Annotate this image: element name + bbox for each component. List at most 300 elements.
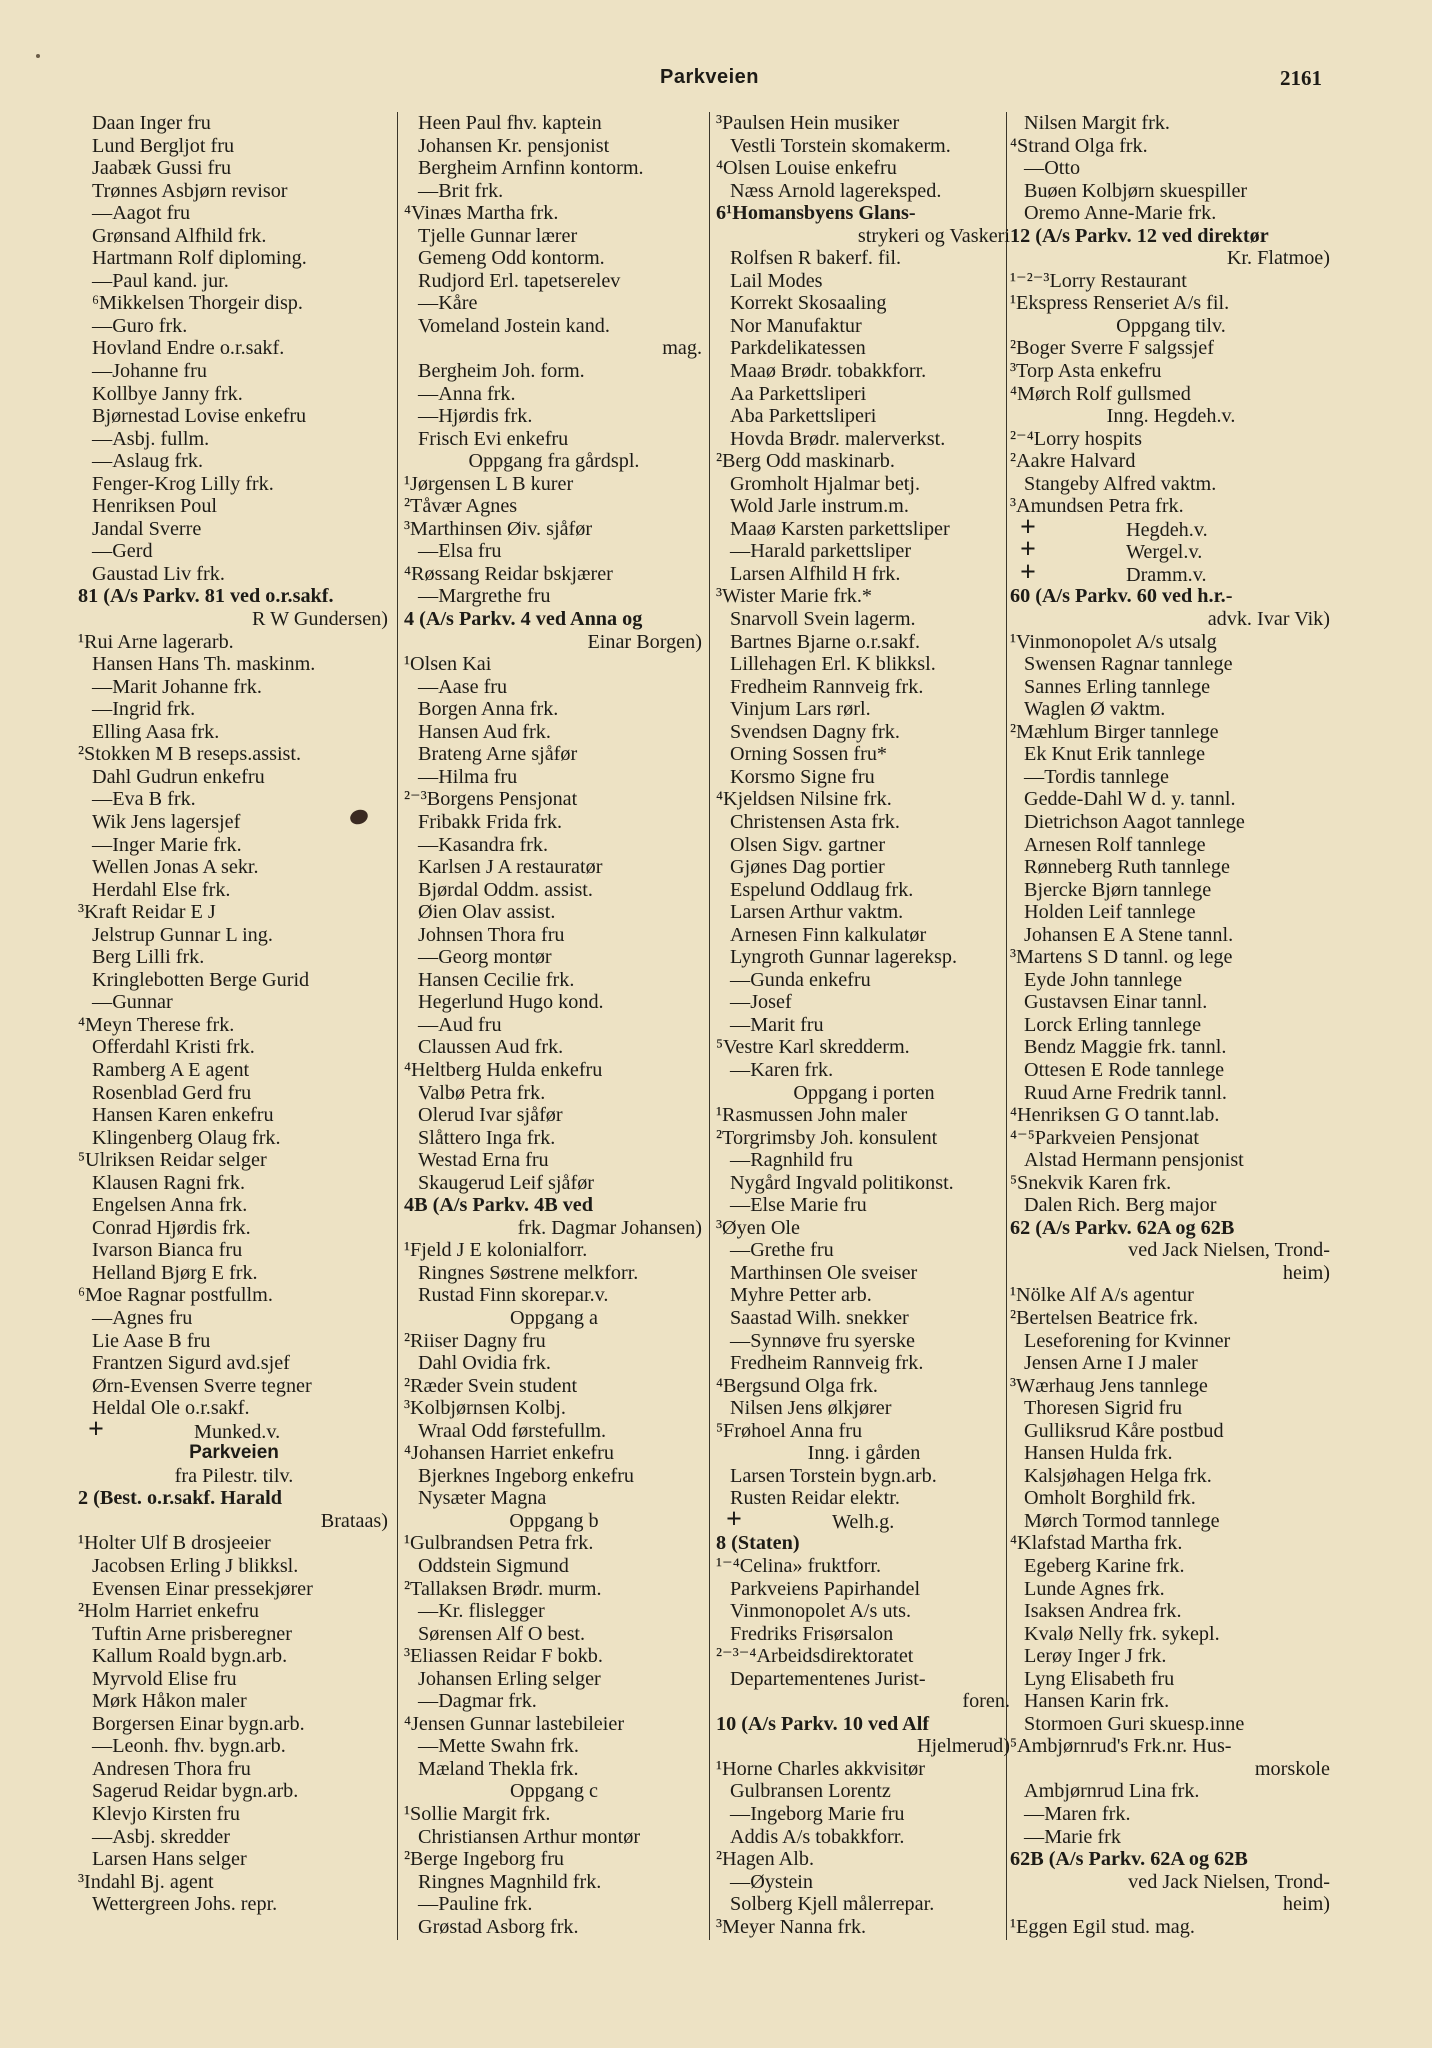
directory-column-4	[1010, 112, 1332, 1938]
directory-entry: ⁵Vestre Karl skredderm.	[716, 1036, 910, 1059]
directory-entry: ¹⁻²⁻³Lorry Restaurant	[1010, 269, 1187, 292]
directory-entry: Marthinsen Ole sveiser	[730, 1261, 918, 1284]
directory-entry: ²Stokken M B reseps.assist.	[78, 743, 302, 766]
directory-entry: Øien Olav assist.	[418, 901, 556, 924]
paper-speck	[36, 54, 40, 58]
directory-entry: Maaø Brødr. tobakkforr.	[730, 360, 927, 383]
directory-entry: Larsen Arthur vaktm.	[730, 901, 904, 924]
directory-entry: Borgen Anna frk.	[418, 698, 559, 721]
directory-entry: Hansen Hulda frk.	[1024, 1442, 1173, 1465]
directory-entry: Alstad Hermann pensjonist	[1024, 1149, 1244, 1172]
directory-entry: Oddstein Sigmund	[418, 1555, 569, 1577]
directory-entry: Bjørdal Oddm. assist.	[418, 878, 593, 901]
directory-entry: ⁴Olsen Louise enkefru	[716, 157, 897, 180]
entry-continuation: Brataas)	[320, 1509, 388, 1532]
directory-entry: ¹Vinmonopolet A/s utsalg	[1010, 630, 1217, 653]
building-entry: 6¹Homansbyens Glans-	[716, 202, 916, 225]
directory-entry: Bergheim Arnfinn kontorm.	[418, 157, 644, 180]
directory-entry: ⁴Røssang Reidar bskjærer	[404, 562, 613, 585]
page-header	[0, 62, 1432, 102]
entrance-label: Oppgang b	[509, 1509, 599, 1532]
directory-entry: Stangeby Alfred vaktm.	[1024, 472, 1217, 495]
directory-entry: ²Mæhlum Birger tannlege	[1010, 720, 1219, 743]
directory-entry: Wellen Jonas A sekr.	[92, 856, 259, 879]
directory-entry: ⁴Bergsund Olga frk.	[716, 1374, 878, 1397]
directory-entry: Gulliksrud Kåre postbud	[1024, 1419, 1224, 1442]
crossing-plus-icon: +	[88, 1413, 104, 1445]
directory-entry: Hansen Aud frk.	[418, 720, 551, 743]
directory-entry: —Aud fru	[418, 1013, 502, 1036]
directory-entry: Snarvoll Svein lagerm.	[730, 608, 916, 631]
directory-entry: ²Boger Sverre F salgssjef	[1010, 337, 1214, 360]
directory-entry: Valbø Petra frk.	[418, 1081, 546, 1104]
directory-entry: ¹Jørgensen L B kurer	[404, 472, 574, 495]
directory-entry: ⁴Vinæs Martha frk.	[404, 202, 559, 225]
directory-entry: Johansen E A Stene tannl.	[1024, 923, 1234, 946]
directory-entry: Westad Erna fru	[418, 1149, 549, 1172]
directory-entry: Nygård Ingvald politikonst.	[730, 1171, 954, 1194]
directory-entry: Nilsen Jens ølkjører	[730, 1397, 892, 1420]
directory-entry: —Anna frk.	[418, 382, 516, 405]
directory-entry: Dahl Ovidia frk.	[418, 1352, 551, 1375]
directory-entry: ⁴Klafstad Martha frk.	[1010, 1532, 1183, 1555]
directory-entry: —Pauline frk.	[418, 1893, 533, 1916]
directory-entry: ²Berg Odd maskinarb.	[716, 450, 895, 473]
directory-entry: Jelstrup Gunnar L ing.	[92, 923, 273, 946]
directory-entry: Solberg Kjell målerrepar.	[730, 1893, 935, 1916]
directory-entry: Rustad Finn skorepar.v.	[418, 1284, 609, 1307]
directory-entry: Nysæter Magna	[418, 1487, 547, 1510]
building-entry: 4B (A/s Parkv. 4B ved	[404, 1194, 593, 1217]
directory-entry: Lerøy Inger J frk.	[1024, 1645, 1167, 1668]
entrance-label: fra Pilestr. tilv.	[174, 1464, 294, 1487]
directory-entry: Gaustad Liv frk.	[92, 562, 225, 585]
directory-entry: Lund Bergljot fru	[92, 134, 235, 157]
directory-entry: ⁴Kjeldsen Nilsine frk.	[716, 788, 892, 811]
directory-entry: —Gunda enkefru	[730, 968, 871, 991]
entry-continuation: foren.	[962, 1690, 1010, 1713]
entrance-label: Oppgang i porten	[793, 1081, 935, 1104]
directory-entry: Nilsen Margit frk.	[1024, 112, 1170, 134]
directory-entry: Lorck Erling tannlege	[1024, 1013, 1202, 1036]
directory-entry: ⁴Heltberg Hulda enkefru	[404, 1058, 603, 1081]
directory-entry: Jacobsen Erling J blikksl.	[92, 1555, 299, 1577]
entry-continuation: ved Jack Nielsen, Trond-	[1128, 1870, 1330, 1893]
directory-entry: Bjerknes Ingeborg enkefru	[418, 1464, 635, 1487]
directory-entry: —Karen frk.	[730, 1058, 834, 1081]
directory-entry: Olsen Sigv. gartner	[730, 833, 886, 856]
directory-entry: Bjercke Bjørn tannlege	[1024, 878, 1212, 901]
directory-entry: ²⁻³⁻⁴Arbeidsdirektoratet	[716, 1645, 914, 1668]
directory-entry: ¹Fjeld J E kolonialforr.	[404, 1239, 588, 1262]
directory-entry: Helland Bjørg E frk.	[92, 1261, 258, 1284]
directory-entry: Lail Modes	[730, 269, 823, 292]
directory-entry: —Otto	[1024, 157, 1081, 180]
directory-entry: Evensen Einar pressekjører	[92, 1577, 313, 1600]
directory-entry: Kvalø Nelly frk. sykepl.	[1024, 1622, 1220, 1645]
directory-entry: Berg Lilli frk.	[92, 946, 205, 969]
directory-entry: —Brit frk.	[418, 179, 504, 202]
directory-entry: Bendz Maggie frk. tannl.	[1024, 1036, 1227, 1059]
directory-entry: —Inger Marie frk.	[92, 833, 242, 856]
entry-continuation: Einar Borgen)	[587, 630, 702, 653]
directory-entry: Johnsen Thora fru	[418, 923, 565, 946]
directory-entry: ¹⁻⁴Celina» fruktforr.	[716, 1555, 882, 1577]
directory-entry: ⁵Ulriksen Reidar selger	[78, 1149, 267, 1172]
directory-entry: Rusten Reidar elektr.	[730, 1487, 900, 1510]
directory-entry: Addis A/s tobakkforr.	[730, 1825, 905, 1848]
directory-entry: ³Paulsen Hein musiker	[716, 112, 900, 134]
directory-entry: ¹Sollie Margit frk.	[404, 1803, 551, 1826]
directory-entry: ⁶Moe Ragnar postfullm.	[78, 1284, 273, 1307]
directory-entry: Leseforening for Kvinner	[1024, 1329, 1231, 1352]
directory-entry: ²Tåvær Agnes	[404, 495, 518, 518]
directory-entry: ²Tallaksen Brødr. murm.	[404, 1577, 602, 1600]
directory-entry: ²Ræder Svein student	[404, 1374, 578, 1397]
page-title: Parkveien	[660, 66, 760, 88]
directory-entry: ²Holm Harriet enkefru	[78, 1600, 259, 1623]
directory-column-2	[404, 112, 704, 1938]
directory-entry: Vinmonopolet A/s uts.	[730, 1600, 912, 1623]
directory-entry: Svendsen Dagny frk.	[730, 720, 900, 743]
entrance-label: Inng. Hegdeh.v.	[1106, 405, 1236, 428]
directory-entry: Bjørnestad Lovise enkefru	[92, 405, 307, 428]
directory-entry: Thoresen Sigrid fru	[1024, 1397, 1183, 1420]
building-entry: 10 (A/s Parkv. 10 ved Alf	[716, 1712, 930, 1735]
directory-entry: ¹Olsen Kai	[404, 653, 492, 676]
directory-entry: Jensen Arne I J maler	[1024, 1352, 1198, 1375]
entrance-label: Inng. i gården	[807, 1442, 921, 1465]
directory-entry: Swensen Ragnar tannlege	[1024, 653, 1233, 676]
directory-entry: Gustavsen Einar tannl.	[1024, 991, 1208, 1014]
building-entry: 62 (A/s Parkv. 62A og 62B	[1010, 1216, 1235, 1239]
directory-entry: Larsen Torstein bygn.arb.	[730, 1464, 937, 1487]
directory-entry: —Grethe fru	[730, 1239, 834, 1262]
directory-entry: Brateng Arne sjåfør	[418, 743, 578, 766]
directory-entry: Slåttero Inga frk.	[418, 1126, 556, 1149]
directory-entry: Andresen Thora fru	[92, 1757, 251, 1780]
directory-entry: Isaksen Andrea frk.	[1024, 1600, 1182, 1623]
directory-entry: Parkdelikatessen	[730, 337, 866, 360]
building-entry: 62B (A/s Parkv. 62A og 62B	[1010, 1848, 1248, 1871]
building-entry: 4 (A/s Parkv. 4 ved Anna og	[404, 608, 643, 631]
directory-entry: Oremo Anne-Marie frk.	[1024, 202, 1217, 225]
directory-entry: Johansen Kr. pensjonist	[418, 134, 610, 157]
directory-entry: —Eva B frk.	[92, 788, 196, 811]
directory-entry: ³Eliassen Reidar F bokb.	[404, 1645, 603, 1668]
entry-continuation: advk. Ivar Vik)	[1207, 608, 1330, 631]
directory-entry: Mørk Håkon maler	[92, 1690, 247, 1713]
page-number: 2161	[1280, 66, 1322, 90]
directory-entry: —Gunnar	[92, 991, 173, 1014]
entry-continuation: heim)	[1282, 1893, 1330, 1916]
directory-entry: Frantzen Sigurd avd.sjef	[92, 1352, 290, 1375]
directory-entry: ³Indahl Bj. agent	[78, 1870, 214, 1893]
directory-entry: —Ingrid frk.	[92, 698, 196, 721]
street-crossing: + Dramm.v.	[1010, 563, 1332, 586]
directory-entry: Grønsand Alfhild frk.	[92, 224, 267, 247]
directory-entry: Kollbye Janny frk.	[92, 382, 243, 405]
entry-continuation: mag.	[662, 337, 702, 360]
directory-column-1	[78, 112, 390, 1916]
directory-entry: —Hilma fru	[418, 765, 518, 788]
directory-entry: —Hjørdis frk.	[418, 405, 533, 428]
entrance-label: Oppgang a	[509, 1306, 598, 1329]
directory-entry: Lyngroth Gunnar lagereksp.	[730, 946, 958, 969]
directory-entry: Myrvold Elise fru	[92, 1667, 237, 1690]
directory-entry: Holden Leif tannlege	[1024, 901, 1196, 924]
directory-entry: ³Meyer Nanna frk.	[716, 1915, 867, 1938]
directory-entry: Daan Inger fru	[92, 112, 211, 134]
directory-entry: Ørn-Evensen Sverre tegner	[92, 1374, 312, 1397]
directory-entry: —Asbj. fullm.	[92, 427, 210, 450]
directory-entry: Johansen Erling selger	[418, 1667, 601, 1690]
directory-entry: ⁵Snekvik Karen frk.	[1010, 1171, 1172, 1194]
directory-entry: —Aagot fru	[92, 202, 191, 225]
directory-entry: Vomeland Jostein kand.	[418, 314, 610, 337]
directory-entry: Ivarson Bianca fru	[92, 1239, 243, 1262]
directory-entry: ⁴⁻⁵Parkveien Pensjonat	[1010, 1126, 1200, 1149]
directory-entry: Arnesen Finn kalkulatør	[730, 923, 927, 946]
directory-entry: Saastad Wilh. snekker	[730, 1306, 909, 1329]
directory-entry: Klevjo Kirsten fru	[92, 1803, 241, 1826]
directory-entry: Jandal Sverre	[92, 517, 202, 540]
directory-entry: Jaabæk Gussi fru	[92, 157, 232, 180]
directory-entry: Ramberg A E agent	[92, 1058, 250, 1081]
entry-continuation: frk. Dagmar Johansen)	[517, 1216, 702, 1239]
directory-entry: ³Kraft Reidar E J	[78, 901, 216, 924]
directory-entry: Rønneberg Ruth tannlege	[1024, 856, 1230, 879]
directory-entry: —Mette Swahn frk.	[418, 1735, 579, 1758]
directory-entry: Hovland Endre o.r.sakf.	[92, 337, 285, 360]
directory-entry: —Else Marie fru	[730, 1194, 867, 1217]
directory-entry: Myhre Petter arb.	[730, 1284, 872, 1307]
directory-entry: —Aslaug frk.	[92, 450, 204, 473]
directory-entry: —Kåre	[418, 292, 478, 315]
directory-entry: ³Torp Asta enkefru	[1010, 360, 1162, 383]
directory-entry: ⁶Mikkelsen Thorgeir disp.	[92, 292, 303, 315]
directory-entry: ²Aakre Halvard	[1010, 450, 1136, 473]
directory-entry: ²⁻³Borgens Pensjonat	[404, 788, 578, 811]
directory-entry: Omholt Borghild frk.	[1024, 1487, 1196, 1510]
directory-entry: Hansen Cecilie frk.	[418, 968, 575, 991]
directory-entry: Herdahl Else frk.	[92, 878, 231, 901]
directory-entry: ¹Holter Ulf B drosjeeier	[78, 1532, 271, 1555]
directory-entry: Espelund Oddlaug frk.	[730, 878, 914, 901]
entry-continuation: Kr. Flatmoe)	[1226, 247, 1330, 270]
directory-entry: ¹Rasmussen John maler	[716, 1104, 908, 1127]
directory-entry: ⁴Jensen Gunnar lastebileier	[404, 1712, 625, 1735]
directory-entry: Offerdahl Kristi frk.	[92, 1036, 255, 1059]
directory-entry: ¹Horne Charles akkvisitør	[716, 1757, 926, 1780]
directory-entry: Skaugerud Leif sjåfør	[418, 1171, 595, 1194]
directory-entry: Aba Parkettsliperi	[730, 405, 877, 428]
street-crossing: + Munked.v.	[78, 1420, 390, 1443]
directory-entry: Engelsen Anna frk.	[92, 1194, 248, 1217]
directory-entry: Næss Arnold lagereksped.	[730, 179, 942, 202]
directory-entry: Vinjum Lars rørl.	[730, 698, 871, 721]
directory-entry: —Kr. flislegger	[418, 1600, 545, 1623]
directory-entry: Korrekt Skosaaling	[730, 292, 887, 315]
directory-entry: Tjelle Gunnar lærer	[418, 224, 578, 247]
directory-entry: ⁴Johansen Harriet enkefru	[404, 1442, 614, 1465]
directory-entry: —Elsa fru	[418, 540, 502, 563]
directory-entry: Gedde-Dahl W d. y. tannl.	[1024, 788, 1236, 811]
directory-entry: Dahl Gudrun enkefru	[92, 765, 265, 788]
directory-entry: ²⁻⁴Lorry hospits	[1010, 427, 1142, 450]
crossing-plus-icon: +	[1020, 511, 1036, 543]
directory-entry: Sagerud Reidar bygn.arb.	[92, 1780, 299, 1803]
directory-entry: —Synnøve fru syerske	[730, 1329, 916, 1352]
directory-entry: Hegerlund Hugo kond.	[418, 991, 604, 1014]
directory-entry: Parkveiens Papirhandel	[730, 1577, 921, 1600]
directory-entry: Rudjord Erl. tapetserelev	[418, 269, 621, 292]
directory-entry: —Dagmar frk.	[418, 1690, 537, 1713]
directory-entry: Nor Manufaktur	[730, 314, 862, 337]
crossing-plus-icon: +	[726, 1503, 742, 1535]
directory-entry: Fribakk Frida frk.	[418, 810, 563, 833]
directory-entry: Mæland Thekla frk.	[418, 1757, 579, 1780]
directory-entry: Ambjørnrud Lina frk.	[1024, 1780, 1200, 1803]
entry-continuation: R W Gundersen)	[251, 608, 388, 631]
directory-entry: —Tordis tannlege	[1024, 765, 1169, 788]
entry-continuation: Hjelmerud)	[916, 1735, 1010, 1758]
entrance-label: Oppgang fra gårdspl.	[468, 450, 640, 473]
directory-entry: —Johanne fru	[92, 360, 207, 383]
directory-entry: Fredheim Rannveig frk.	[730, 675, 924, 698]
directory-entry: ⁴Henriksen G O tannt.lab.	[1010, 1104, 1220, 1127]
entry-continuation: strykeri og Vaskeri	[857, 224, 1010, 247]
directory-entry: Ringnes Magnhild frk.	[418, 1870, 602, 1893]
street-crossing: + Welh.g.	[716, 1510, 1012, 1533]
directory-entry: ¹Gulbrandsen Petra frk.	[404, 1532, 594, 1555]
directory-entry: Bartnes Bjarne o.r.sakf.	[730, 630, 921, 653]
directory-entry: Gjønes Dag portier	[730, 856, 885, 879]
directory-entry: —Marit Johanne frk.	[92, 675, 262, 698]
directory-entry: ¹Rui Arne lagerarb.	[78, 630, 234, 653]
directory-column-3	[716, 112, 1012, 1938]
directory-entry: Kalsjøhagen Helga frk.	[1024, 1464, 1212, 1487]
directory-entry: Larsen Hans selger	[92, 1848, 247, 1871]
directory-entry: Rosenblad Gerd fru	[92, 1081, 252, 1104]
entrance-label: Oppgang tilv.	[1116, 314, 1226, 337]
directory-entry: —Harald parkettsliper	[730, 540, 912, 563]
directory-entry: Heldal Ole o.r.sakf.	[92, 1397, 250, 1420]
building-entry: 81 (A/s Parkv. 81 ved o.r.sakf.	[78, 585, 334, 608]
entry-continuation: ved Jack Nielsen, Trond-	[1128, 1239, 1330, 1262]
street-heading: Parkveien	[189, 1442, 279, 1464]
entrance-label: Oppgang c	[509, 1780, 598, 1803]
street-crossing: + Wergel.v.	[1010, 540, 1332, 563]
directory-entry: ⁴Mørch Rolf gullsmed	[1010, 382, 1191, 405]
column-divider	[397, 112, 398, 1940]
directory-entry: ³Kolbjørnsen Kolbj.	[404, 1397, 566, 1420]
directory-entry: Hartmann Rolf diploming.	[92, 247, 307, 270]
directory-entry: Vestli Torstein skomakerm.	[730, 134, 951, 157]
directory-entry: Larsen Alfhild H frk.	[730, 562, 901, 585]
directory-entry: ²Bertelsen Beatrice frk.	[1010, 1306, 1199, 1329]
directory-entry: Grøstad Asborg frk.	[418, 1915, 579, 1938]
directory-entry: —Aase fru	[418, 675, 508, 698]
directory-entry: Fenger-Krog Lilly frk.	[92, 472, 274, 495]
directory-entry: Heen Paul fhv. kaptein	[418, 112, 602, 134]
directory-entry: Christensen Asta frk.	[730, 810, 900, 833]
directory-entry: Maaø Karsten parkettsliper	[730, 517, 950, 540]
directory-entry: ³Wister Marie frk.*	[716, 585, 873, 608]
directory-entry: Kringlebotten Berge Gurid	[92, 968, 310, 991]
directory-entry: Olerud Ivar sjåfør	[418, 1104, 563, 1127]
directory-entry: Ringnes Søstrene melkforr.	[418, 1261, 639, 1284]
directory-entry: —Agnes fru	[92, 1306, 193, 1329]
directory-entry: Wold Jarle instrum.m.	[730, 495, 909, 518]
directory-entry: Frisch Evi enkefru	[418, 427, 569, 450]
directory-entry: —Gerd	[92, 540, 153, 563]
directory-entry: Lillehagen Erl. K blikksl.	[730, 653, 936, 676]
directory-entry: Tuftin Arne prisberegner	[92, 1622, 292, 1645]
directory-entry: Ek Knut Erik tannlege	[1024, 743, 1206, 766]
directory-entry: ⁴Strand Olga frk.	[1010, 134, 1148, 157]
directory-entry: ²Hagen Alb.	[716, 1848, 814, 1871]
directory-entry: Klingenberg Olaug frk.	[92, 1126, 281, 1149]
directory-entry: Klausen Ragni frk.	[92, 1171, 246, 1194]
directory-entry: Mørch Tormod tannlege	[1024, 1509, 1220, 1532]
directory-entry: Conrad Hjørdis frk.	[92, 1216, 251, 1239]
directory-entry: Ottesen E Rode tannlege	[1024, 1058, 1225, 1081]
directory-entry: —Leonh. fhv. bygn.arb.	[92, 1735, 286, 1758]
column-divider	[709, 112, 710, 1940]
directory-entry: ⁵Frøhoel Anna fru	[716, 1419, 863, 1442]
directory-entry: ⁵Ambjørnrud's Frk.nr. Hus-	[1010, 1735, 1232, 1758]
directory-entry: —Josef	[730, 991, 792, 1014]
directory-entry: Fredriks Frisørsalon	[730, 1622, 894, 1645]
directory-entry: Kallum Roald bygn.arb.	[92, 1645, 288, 1668]
directory-entry: —Maren frk.	[1024, 1803, 1131, 1826]
directory-entry: Sørensen Alf O best.	[418, 1622, 586, 1645]
directory-entry: Korsmo Signe fru	[730, 765, 875, 788]
directory-entry: ³Martens S D tannl. og lege	[1010, 946, 1233, 969]
directory-entry: Departementenes Jurist-	[730, 1667, 926, 1690]
directory-entry: ¹Ekspress Renseriet A/s fil.	[1010, 292, 1230, 315]
directory-entry: Borgersen Einar bygn.arb.	[92, 1712, 305, 1735]
building-entry: 8 (Staten)	[716, 1532, 800, 1555]
directory-entry: Waglen Ø vaktm.	[1024, 698, 1166, 721]
directory-entry: Wettergreen Johs. repr.	[92, 1893, 278, 1916]
directory-entry: ³Amundsen Petra frk.	[1010, 495, 1184, 518]
directory-entry: Lunde Agnes frk.	[1024, 1577, 1165, 1600]
directory-entry: Karlsen J A restauratør	[418, 856, 603, 879]
directory-entry: Egeberg Karine frk.	[1024, 1555, 1185, 1577]
building-entry: 60 (A/s Parkv. 60 ved h.r.-	[1010, 585, 1233, 608]
directory-entry: Henriksen Poul	[92, 495, 218, 518]
directory-entry: —Margrethe fru	[418, 585, 551, 608]
directory-entry: Lyng Elisabeth fru	[1024, 1667, 1175, 1690]
directory-entry: Gromholt Hjalmar betj.	[730, 472, 921, 495]
directory-entry: Gulbransen Lorentz	[730, 1780, 891, 1803]
directory-entry: ⁴Meyn Therese frk.	[78, 1013, 235, 1036]
directory-entry: Ruud Arne Fredrik tannl.	[1024, 1081, 1227, 1104]
directory-entry: —Asbj. skredder	[92, 1825, 230, 1848]
directory-entry: —Marie frk	[1024, 1825, 1121, 1848]
directory-entry: Dalen Rich. Berg major	[1024, 1194, 1217, 1217]
directory-entry: —Ingeborg Marie fru	[730, 1803, 905, 1826]
directory-entry: Wraal Odd førstefullm.	[418, 1419, 607, 1442]
directory-entry: Wik Jens lagersjef	[92, 810, 241, 833]
directory-entry: Fredheim Rannveig frk.	[730, 1352, 924, 1375]
directory-entry: Dietrichson Aagot tannlege	[1024, 810, 1245, 833]
directory-entry: Hansen Karen enkefru	[92, 1104, 274, 1127]
entry-continuation: morskole	[1254, 1757, 1330, 1780]
entry-continuation: heim)	[1282, 1261, 1330, 1284]
